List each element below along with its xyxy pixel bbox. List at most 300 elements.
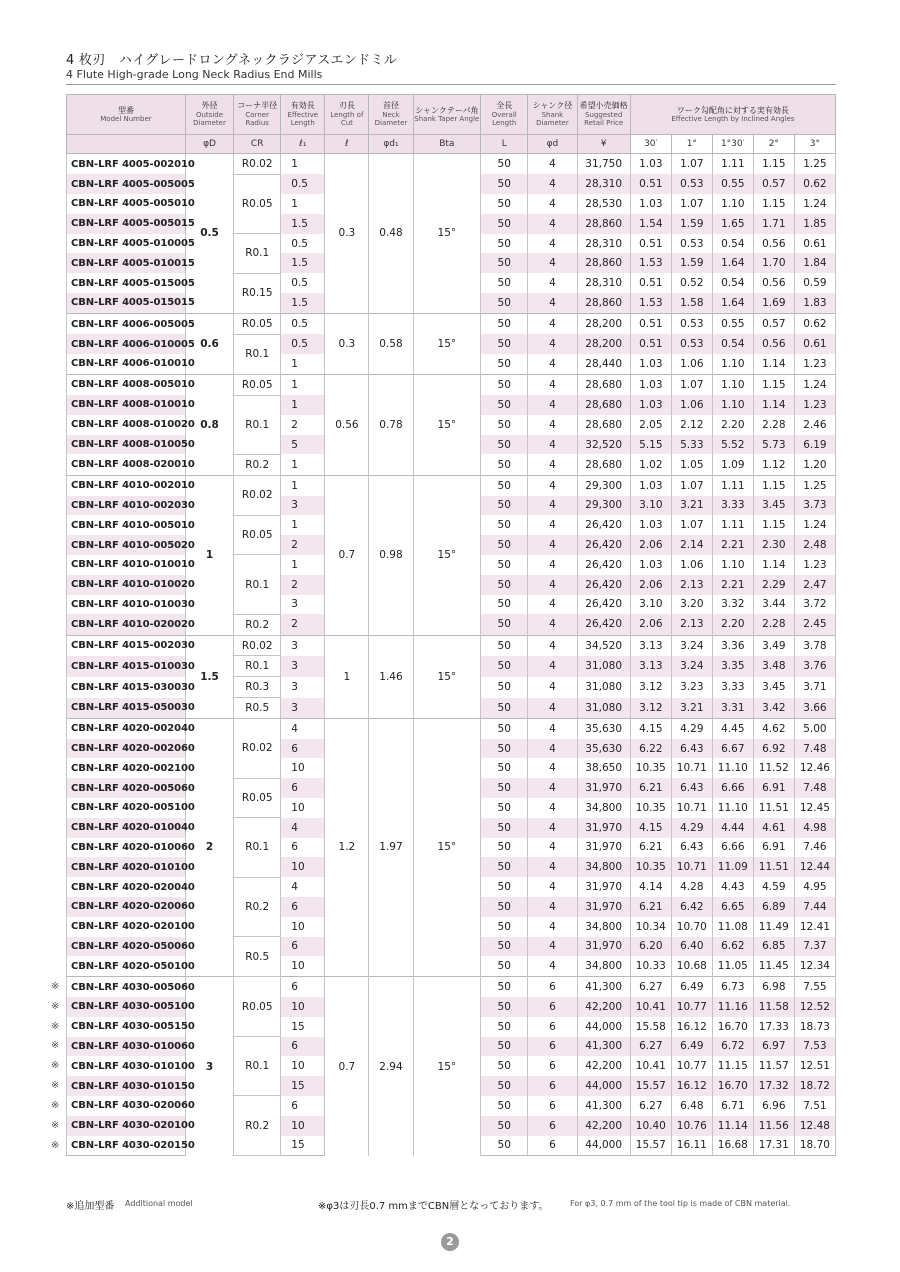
shank-diameter: 6: [528, 1037, 577, 1057]
effective-length-by-angle: 11.10: [712, 758, 753, 778]
effective-length-by-angle: 4.62: [753, 718, 794, 738]
effective-length-by-angle: 3.36: [712, 635, 753, 656]
effective-length-by-angle: 4.61: [753, 818, 794, 838]
shank-diameter: 4: [528, 154, 577, 175]
model-number: CBN-LRF 4030-020150: [67, 1136, 186, 1156]
effective-length-by-angle: 7.44: [794, 897, 835, 917]
effective-length-by-angle: 3.12: [630, 677, 671, 698]
effective-length: 4: [281, 818, 325, 838]
effective-length-by-angle: 1.14: [753, 555, 794, 575]
effective-length-by-angle: 6.67: [712, 739, 753, 759]
effective-length-by-angle: 12.48: [794, 1116, 835, 1136]
additional-model-mark: ※: [51, 1040, 60, 1051]
length-of-cut: 0.56: [325, 374, 369, 475]
retail-price: 34,800: [577, 798, 630, 818]
effective-length-by-angle: 2.12: [671, 415, 712, 435]
model-number: CBN-LRF 4030-005100: [67, 997, 186, 1017]
effective-length-by-angle: 1.71: [753, 214, 794, 234]
angle-header: 1°: [671, 135, 712, 154]
effective-length: 1: [281, 194, 325, 214]
additional-model-note: ※追加型番: [66, 1201, 115, 1212]
overall-length: 50: [481, 877, 528, 897]
shank-diameter: 6: [528, 1076, 577, 1096]
model-number: CBN-LRF 4015-030030: [67, 677, 186, 698]
column-header-en: Outside Diameter: [193, 110, 226, 128]
effective-length-by-angle: 16.68: [712, 1136, 753, 1156]
model-number: CBN-LRF 4020-020100: [67, 917, 186, 937]
effective-length-by-angle: 6.20: [630, 937, 671, 957]
effective-length-by-angle: 10.33: [630, 956, 671, 976]
model-number: CBN-LRF 4020-002060: [67, 739, 186, 759]
neck-diameter: 2.94: [369, 977, 413, 1156]
effective-length: 1.5: [281, 293, 325, 313]
shank-diameter: 4: [528, 937, 577, 957]
overall-length: 50: [481, 535, 528, 555]
effective-length-by-angle: 4.15: [630, 818, 671, 838]
shank-diameter: 4: [528, 818, 577, 838]
effective-length-by-angle: 3.23: [671, 677, 712, 698]
effective-length-by-angle: 1.23: [794, 555, 835, 575]
retail-price: 28,680: [577, 415, 630, 435]
effective-length-by-angle: 0.56: [753, 273, 794, 293]
effective-length: 0.5: [281, 273, 325, 293]
effective-length-by-angle: 1.03: [630, 194, 671, 214]
model-number: CBN-LRF 4020-005100: [67, 798, 186, 818]
effective-length-by-angle: 0.62: [794, 174, 835, 194]
effective-length-by-angle: 3.35: [712, 656, 753, 677]
effective-length-by-angle: 1.23: [794, 395, 835, 415]
effective-length-by-angle: 4.14: [630, 877, 671, 897]
shank-diameter: 4: [528, 656, 577, 677]
retail-price: 29,300: [577, 475, 630, 495]
effective-length-by-angle: 2.06: [630, 535, 671, 555]
effective-length-by-angle: 1.64: [712, 293, 753, 313]
table-row: [67, 374, 836, 395]
shank-diameter: 6: [528, 1096, 577, 1116]
retail-price: 42,200: [577, 997, 630, 1017]
effective-length-by-angle: 0.51: [630, 313, 671, 334]
corner-radius: R0.1: [234, 656, 281, 677]
retail-price: 31,970: [577, 818, 630, 838]
shank-diameter: 6: [528, 1017, 577, 1037]
retail-price: 44,000: [577, 1136, 630, 1156]
shank-diameter: 4: [528, 415, 577, 435]
effective-length-by-angle: 3.66: [794, 698, 835, 719]
effective-length-by-angle: 5.00: [794, 718, 835, 738]
effective-length-by-angle: 5.15: [630, 435, 671, 455]
effective-length-by-angle: 6.72: [712, 1037, 753, 1057]
overall-length: 50: [481, 1096, 528, 1116]
angle-header: 2°: [753, 135, 794, 154]
overall-length: 50: [481, 475, 528, 495]
effective-length-by-angle: 1.03: [630, 354, 671, 374]
effective-length-by-angle: 18.70: [794, 1136, 835, 1156]
effective-length-by-angle: 2.46: [794, 415, 835, 435]
effective-length: 2: [281, 415, 325, 435]
effective-length-by-angle: 7.55: [794, 977, 835, 997]
effective-length-by-angle: 12.41: [794, 917, 835, 937]
effective-length-by-angle: 0.53: [671, 313, 712, 334]
model-number: CBN-LRF 4010-010010: [67, 555, 186, 575]
effective-length-by-angle: 2.06: [630, 575, 671, 595]
effective-length-by-angle: 4.28: [671, 877, 712, 897]
retail-price: 31,970: [577, 897, 630, 917]
model-number: CBN-LRF 4008-020010: [67, 454, 186, 475]
retail-price: 26,420: [577, 535, 630, 555]
retail-price: 31,750: [577, 154, 630, 175]
corner-radius: R0.1: [234, 395, 281, 454]
overall-length: 50: [481, 1037, 528, 1057]
effective-length-by-angle: 0.55: [712, 313, 753, 334]
shank-diameter: 4: [528, 956, 577, 976]
retail-price: 28,860: [577, 293, 630, 313]
effective-length-by-angle: 18.73: [794, 1017, 835, 1037]
column-header: [281, 95, 325, 135]
model-number: CBN-LRF 4008-005010: [67, 374, 186, 395]
effective-length-by-angle: 6.43: [671, 778, 712, 798]
cbn-note-en: For φ3, 0.7 mm of the tool tip is made of CBN material.: [570, 1199, 791, 1208]
model-number: CBN-LRF 4015-010030: [67, 656, 186, 677]
column-header-jp: シャンクテーパ角: [415, 105, 479, 115]
column-symbol: φd: [528, 135, 577, 154]
effective-length-by-angle: 1.24: [794, 515, 835, 535]
model-number: CBN-LRF 4020-002100: [67, 758, 186, 778]
effective-length-by-angle: 6.19: [794, 435, 835, 455]
outside-diameter: 1.5: [185, 635, 233, 718]
shank-diameter: 4: [528, 614, 577, 635]
effective-length-by-angle: 2.28: [753, 614, 794, 635]
model-number: CBN-LRF 4020-002040: [67, 718, 186, 738]
effective-length-by-angle: 12.44: [794, 857, 835, 877]
corner-radius: R0.05: [234, 977, 281, 1037]
corner-radius: R0.5: [234, 698, 281, 719]
column-header-jp: 有効長: [290, 101, 315, 111]
effective-length-by-angle: 3.71: [794, 677, 835, 698]
overall-length: 50: [481, 977, 528, 997]
effective-length-by-angle: 1.25: [794, 154, 835, 175]
effective-length: 1: [281, 354, 325, 374]
effective-length-by-angle: 4.45: [712, 718, 753, 738]
corner-radius: R0.05: [234, 174, 281, 233]
shank-diameter: 4: [528, 194, 577, 214]
effective-length-by-angle: 1.11: [712, 475, 753, 495]
column-header-jp: 刃長: [338, 101, 355, 111]
model-number: CBN-LRF 4010-002030: [67, 496, 186, 516]
effective-length: 10: [281, 857, 325, 877]
effective-length-by-angle: 12.46: [794, 758, 835, 778]
page-number-badge: 2: [441, 1233, 459, 1251]
column-header: [413, 95, 481, 135]
effective-length: 15: [281, 1017, 325, 1037]
effective-length-by-angle: 3.42: [753, 698, 794, 719]
corner-radius: R0.05: [234, 778, 281, 818]
effective-length-by-angle: 1.14: [753, 395, 794, 415]
effective-length: 1: [281, 475, 325, 495]
effective-length-by-angle: 7.51: [794, 1096, 835, 1116]
retail-price: 28,310: [577, 273, 630, 293]
shank-diameter: 4: [528, 778, 577, 798]
retail-price: 42,200: [577, 1056, 630, 1076]
effective-length-by-angle: 1.07: [671, 515, 712, 535]
effective-length-by-angle: 3.32: [712, 595, 753, 615]
effective-length-by-angle: 11.56: [753, 1116, 794, 1136]
additional-model-mark: ※: [51, 1120, 60, 1131]
effective-length-by-angle: 4.98: [794, 818, 835, 838]
effective-length-by-angle: 0.56: [753, 334, 794, 354]
effective-length-by-angle: 16.70: [712, 1076, 753, 1096]
overall-length: 50: [481, 677, 528, 698]
retail-price: 31,970: [577, 877, 630, 897]
column-header-en: Corner Radius: [245, 110, 269, 128]
length-of-cut: 0.3: [325, 154, 369, 314]
effective-length-by-angle: 16.70: [712, 1017, 753, 1037]
retail-price: 41,300: [577, 1096, 630, 1116]
effective-length-by-angle: 1.06: [671, 354, 712, 374]
effective-length: 0.5: [281, 334, 325, 354]
outside-diameter: 0.8: [185, 374, 233, 475]
effective-length-by-angle: 10.76: [671, 1116, 712, 1136]
effective-length-by-angle: 1.15: [753, 374, 794, 395]
effective-length-by-angle: 1.03: [630, 395, 671, 415]
effective-length: 1.5: [281, 214, 325, 234]
angle-header: 1°30′: [712, 135, 753, 154]
effective-length: 1: [281, 515, 325, 535]
column-symbol: [67, 135, 186, 154]
shank-taper-angle: 15°: [413, 635, 481, 718]
outside-diameter: 0.5: [185, 154, 233, 314]
shank-taper-angle: 15°: [413, 374, 481, 475]
effective-length-by-angle: 0.53: [671, 174, 712, 194]
retail-price: 28,310: [577, 234, 630, 254]
shank-diameter: 4: [528, 917, 577, 937]
overall-length: 50: [481, 496, 528, 516]
model-number: CBN-LRF 4010-005010: [67, 515, 186, 535]
overall-length: 50: [481, 253, 528, 273]
effective-length-by-angle: 15.57: [630, 1136, 671, 1156]
effective-length-by-angle: 0.51: [630, 334, 671, 354]
overall-length: 50: [481, 435, 528, 455]
effective-length: 3: [281, 698, 325, 719]
outside-diameter: 3: [185, 977, 233, 1156]
effective-length-by-angle: 1.07: [671, 194, 712, 214]
effective-length-by-angle: 6.43: [671, 739, 712, 759]
overall-length: 50: [481, 1056, 528, 1076]
overall-length: 50: [481, 1017, 528, 1037]
shank-diameter: 6: [528, 997, 577, 1017]
effective-length-by-angle: 2.21: [712, 535, 753, 555]
effective-length-by-angle: 3.45: [753, 496, 794, 516]
column-header-jp: 首径: [382, 101, 399, 111]
effective-length: 10: [281, 1056, 325, 1076]
retail-price: 41,300: [577, 977, 630, 997]
shank-diameter: 4: [528, 635, 577, 656]
effective-length-by-angle: 4.95: [794, 877, 835, 897]
effective-length: 6: [281, 838, 325, 858]
overall-length: 50: [481, 917, 528, 937]
effective-length-by-angle: 3.73: [794, 496, 835, 516]
effective-length-by-angle: 4.15: [630, 718, 671, 738]
shank-diameter: 4: [528, 718, 577, 738]
effective-length-by-angle: 6.49: [671, 1037, 712, 1057]
effective-length-by-angle: 6.73: [712, 977, 753, 997]
effective-length-by-angle: 6.89: [753, 897, 794, 917]
retail-price: 28,680: [577, 374, 630, 395]
shank-diameter: 4: [528, 334, 577, 354]
model-number: CBN-LRF 4030-020060: [67, 1096, 186, 1116]
table-row: [67, 977, 836, 997]
model-number: CBN-LRF 4030-010100: [67, 1056, 186, 1076]
effective-length-by-angle: 12.45: [794, 798, 835, 818]
effective-length-by-angle: 2.47: [794, 575, 835, 595]
shank-diameter: 4: [528, 234, 577, 254]
shank-diameter: 6: [528, 1056, 577, 1076]
shank-diameter: 6: [528, 1136, 577, 1156]
effective-length-by-angle: 2.29: [753, 575, 794, 595]
effective-length-by-angle: 2.06: [630, 614, 671, 635]
effective-length-by-angle: 6.43: [671, 838, 712, 858]
effective-length-by-angle: 12.51: [794, 1056, 835, 1076]
column-symbol: φD: [185, 135, 233, 154]
effective-length-by-angle: 1.03: [630, 374, 671, 395]
effective-length-by-angle: 3.33: [712, 677, 753, 698]
effective-length-by-angle: 16.12: [671, 1017, 712, 1037]
effective-length-by-angle: 11.57: [753, 1056, 794, 1076]
column-header: [577, 95, 630, 135]
retail-price: 41,300: [577, 1037, 630, 1057]
effective-length-by-angle: 1.06: [671, 555, 712, 575]
effective-length-by-angle: 1.58: [671, 293, 712, 313]
effective-length-by-angle: 0.51: [630, 273, 671, 293]
retail-price: 28,440: [577, 354, 630, 374]
model-number: CBN-LRF 4006-010005: [67, 334, 186, 354]
length-of-cut: 1.2: [325, 718, 369, 976]
additional-model-mark: ※: [51, 1080, 60, 1091]
column-header: [234, 95, 281, 135]
shank-diameter: 4: [528, 897, 577, 917]
column-header-en: Model Number: [100, 115, 152, 124]
effective-length-by-angle: 7.48: [794, 739, 835, 759]
model-number: CBN-LRF 4005-010005: [67, 234, 186, 254]
effective-length-by-angle: 6.71: [712, 1096, 753, 1116]
effective-length: 10: [281, 956, 325, 976]
effective-length-by-angle: 1.09: [712, 454, 753, 475]
column-symbol: ℓ₁: [281, 135, 325, 154]
model-number: CBN-LRF 4005-005010: [67, 194, 186, 214]
effective-length-by-angle: 2.48: [794, 535, 835, 555]
effective-length-by-angle: 0.56: [753, 234, 794, 254]
overall-length: 50: [481, 154, 528, 175]
effective-length-by-angle: 1.10: [712, 354, 753, 374]
effective-length-by-angle: 1.02: [630, 454, 671, 475]
effective-length-by-angle: 7.46: [794, 838, 835, 858]
retail-price: 26,420: [577, 575, 630, 595]
overall-length: 50: [481, 313, 528, 334]
shank-diameter: 6: [528, 1116, 577, 1136]
shank-diameter: 4: [528, 496, 577, 516]
retail-price: 31,080: [577, 698, 630, 719]
effective-length-by-angle: 3.24: [671, 635, 712, 656]
corner-radius: R0.2: [234, 614, 281, 635]
model-number: CBN-LRF 4020-050100: [67, 956, 186, 976]
effective-length-by-angle: 5.52: [712, 435, 753, 455]
effective-length-by-angle: 3.13: [630, 656, 671, 677]
effective-length-by-angle: 0.55: [712, 174, 753, 194]
effective-length-by-angle: 0.51: [630, 234, 671, 254]
effective-length-by-angle: 10.34: [630, 917, 671, 937]
effective-length-by-angle: 1.64: [712, 253, 753, 273]
effective-length: 1: [281, 154, 325, 175]
effective-length: 6: [281, 1096, 325, 1116]
angle-group-header-jp: ワーク勾配角に対する実有効長: [676, 105, 789, 115]
effective-length-by-angle: 1.10: [712, 555, 753, 575]
effective-length-by-angle: 6.49: [671, 977, 712, 997]
column-header: [369, 95, 413, 135]
effective-length-by-angle: 3.45: [753, 677, 794, 698]
retail-price: 44,000: [577, 1017, 630, 1037]
overall-length: 50: [481, 838, 528, 858]
overall-length: 50: [481, 454, 528, 475]
effective-length: 6: [281, 778, 325, 798]
table-row: [67, 313, 836, 334]
overall-length: 50: [481, 293, 528, 313]
effective-length: 2: [281, 575, 325, 595]
effective-length-by-angle: 11.08: [712, 917, 753, 937]
effective-length-by-angle: 4.29: [671, 718, 712, 738]
effective-length-by-angle: 4.29: [671, 818, 712, 838]
model-number: CBN-LRF 4020-050060: [67, 937, 186, 957]
shank-taper-angle: 15°: [413, 154, 481, 314]
corner-radius: R0.1: [234, 818, 281, 877]
shank-diameter: 4: [528, 174, 577, 194]
effective-length-by-angle: 1.59: [671, 214, 712, 234]
effective-length: 3: [281, 595, 325, 615]
overall-length: 50: [481, 897, 528, 917]
effective-length: 4: [281, 877, 325, 897]
overall-length: 50: [481, 194, 528, 214]
effective-length-by-angle: 2.13: [671, 575, 712, 595]
column-header-en: Overall Length: [491, 110, 517, 128]
effective-length-by-angle: 3.72: [794, 595, 835, 615]
shank-diameter: 6: [528, 977, 577, 997]
shank-taper-angle: 15°: [413, 718, 481, 976]
additional-model-mark: ※: [51, 1021, 60, 1032]
overall-length: 50: [481, 415, 528, 435]
column-symbol: L: [481, 135, 528, 154]
effective-length-by-angle: 6.21: [630, 778, 671, 798]
overall-length: 50: [481, 334, 528, 354]
neck-diameter: 1.46: [369, 635, 413, 718]
overall-length: 50: [481, 234, 528, 254]
effective-length-by-angle: 3.13: [630, 635, 671, 656]
effective-length-by-angle: 1.15: [753, 475, 794, 495]
shank-diameter: 4: [528, 535, 577, 555]
shank-taper-angle: 15°: [413, 977, 481, 1156]
effective-length-by-angle: 3.10: [630, 496, 671, 516]
effective-length-by-angle: 11.51: [753, 857, 794, 877]
effective-length: 3: [281, 677, 325, 698]
effective-length: 1: [281, 395, 325, 415]
effective-length-by-angle: 0.61: [794, 334, 835, 354]
effective-length-by-angle: 1.14: [753, 354, 794, 374]
retail-price: 28,680: [577, 395, 630, 415]
neck-diameter: 0.48: [369, 154, 413, 314]
effective-length-by-angle: 12.52: [794, 997, 835, 1017]
shank-diameter: 4: [528, 515, 577, 535]
effective-length-by-angle: 2.05: [630, 415, 671, 435]
shank-diameter: 4: [528, 838, 577, 858]
overall-length: 50: [481, 818, 528, 838]
effective-length-by-angle: 10.70: [671, 917, 712, 937]
